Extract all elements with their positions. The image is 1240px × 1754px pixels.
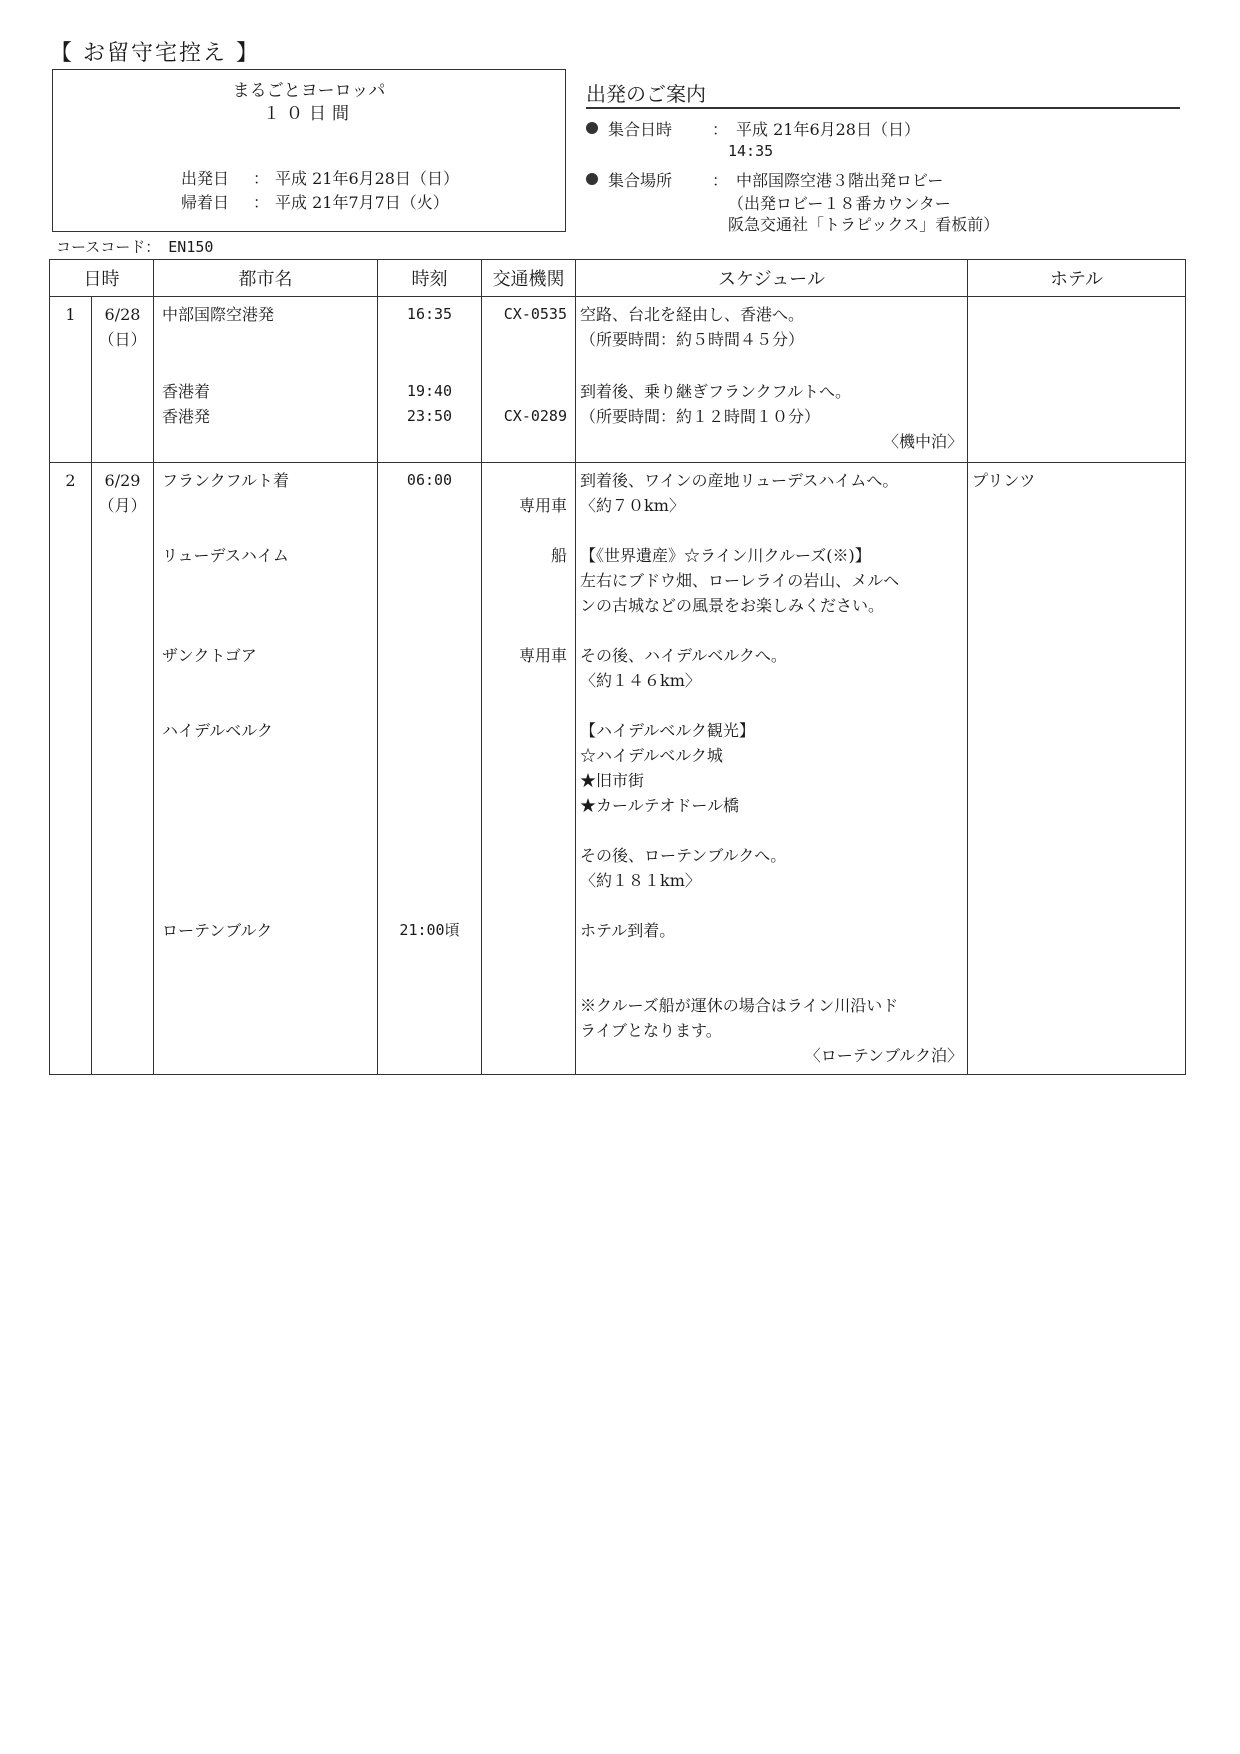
- time-value: 06:00: [406, 471, 453, 489]
- time-value: 16:35: [406, 305, 453, 323]
- overnight-stay: 〈ローテンブルク泊〉: [804, 1046, 963, 1065]
- city-name: ハイデルベルク: [162, 721, 273, 740]
- day-date-cell: [92, 297, 154, 463]
- day-date: 6/29: [104, 471, 141, 490]
- transport-mode: 専用車: [518, 496, 567, 515]
- schedule-text: 【ハイデルベルク観光】: [580, 721, 755, 740]
- schedule-text: ライブとなります。: [580, 1021, 722, 1040]
- departure-date-line: 出発日 ： 平成 21年6月28日（日）: [181, 166, 459, 189]
- time-cell: [378, 297, 482, 463]
- meet-place-label: 集合場所: [608, 171, 673, 190]
- day-date: 6/28: [104, 305, 141, 324]
- schedule-text: 左右にブドウ畑、ローレライの岩山、メルヘ: [580, 571, 900, 590]
- course-code-value: EN150: [168, 238, 214, 256]
- return-date: 平成 21年7月7日（火）: [275, 193, 449, 212]
- schedule-text: 到着後、乗り継ぎフランクフルトへ。: [580, 382, 852, 401]
- schedule-text: ンの古城などの風景をお楽しみください。: [580, 596, 885, 615]
- day-number-cell: [50, 297, 92, 463]
- return-label: 帰着日: [181, 193, 230, 212]
- meet-date: 平成 21年6月28日（日）: [736, 120, 920, 139]
- hotel-cell: [968, 463, 1186, 1075]
- departure-date: 平成 21年6月28日（日）: [275, 169, 459, 188]
- departure-label: 出発日: [181, 169, 230, 188]
- meet-place-detail1: （出発ロビー１８番カウンター: [728, 194, 951, 213]
- return-date-line: 帰着日 ： 平成 21年7月7日（火）: [181, 190, 449, 213]
- page-title: 【 お留守宅控え 】: [50, 41, 260, 66]
- city-name: 中部国際空港発: [162, 305, 275, 324]
- schedule-text: 【《世界遺産》☆ライン川クルーズ(※)】: [580, 546, 871, 565]
- meet-time-row: 集合日時 ： 平成 21年6月28日（日）: [586, 117, 920, 140]
- schedule-text: ☆ハイデルベルク城: [580, 746, 723, 765]
- city-cell: [154, 463, 378, 1075]
- city-cell: [154, 297, 378, 463]
- day-number-cell: [50, 463, 92, 1075]
- schedule-text: 到着後、ワインの産地リューデスハイムへ。: [580, 471, 899, 490]
- city-name: 香港発: [162, 407, 211, 426]
- schedule-text: 〈約１４６km〉: [580, 671, 701, 690]
- schedule-text: 〈約７０km〉: [580, 496, 685, 515]
- transport-mode: 船: [550, 546, 567, 565]
- schedule-text: ※クルーズ船が運休の場合はライン川沿いド: [580, 996, 899, 1015]
- time-value: 23:50: [406, 407, 453, 425]
- hotel-cell: [968, 297, 1186, 463]
- schedule-text: 〈約１８１km〉: [580, 871, 701, 890]
- time-cell: [378, 463, 482, 1075]
- course-code-label: コースコード：: [56, 238, 161, 256]
- table-row: [50, 463, 1186, 1075]
- bullet-icon: [586, 173, 598, 185]
- hotel-name: プリンツ: [972, 471, 1036, 490]
- meet-place-detail2: 阪急交通社「トラピックス」看板前）: [728, 215, 1000, 234]
- transport-mode: 専用車: [518, 646, 567, 665]
- day-weekday: （月）: [98, 496, 147, 515]
- tour-info-box: [52, 69, 566, 232]
- time-value: 19:40: [406, 382, 453, 400]
- meet-place: 中部国際空港３階出発ロビー: [736, 171, 944, 190]
- schedule-text: ホテル到着。: [580, 921, 676, 940]
- transport-cell: [482, 297, 576, 463]
- meet-time: 14:35: [728, 142, 774, 160]
- flight-number: CX-0535: [503, 305, 567, 323]
- schedule-text: その後、ローテンブルクへ。: [580, 846, 787, 865]
- departure-info-divider: [586, 107, 1180, 109]
- header-date: 日時: [50, 260, 154, 297]
- header-city: 都市名: [154, 260, 378, 297]
- city-name: 香港着: [162, 382, 211, 401]
- day-number: 2: [65, 471, 76, 490]
- schedule-text: 空路、台北を経由し、香港へ。: [580, 305, 805, 324]
- transport-cell: [482, 463, 576, 1075]
- tour-duration: １０日間: [263, 104, 355, 124]
- bullet-icon: [586, 122, 598, 134]
- overnight-stay: 〈機中泊〉: [882, 432, 963, 451]
- schedule-cell: [576, 297, 968, 463]
- departure-info-title: 出発のご案内: [586, 82, 706, 106]
- day-date-cell: [92, 463, 154, 1075]
- city-name: リューデスハイム: [162, 546, 289, 565]
- schedule-text: ★カールテオドール橋: [580, 796, 740, 815]
- schedule-text: （所要時間：約１２時間１０分）: [580, 407, 821, 426]
- header-schedule: スケジュール: [576, 260, 968, 297]
- table-row: [50, 297, 1186, 463]
- tour-name: まるごとヨーロッパ: [232, 81, 386, 101]
- schedule-text: （所要時間：約５時間４５分）: [580, 330, 805, 349]
- day-number: 1: [65, 305, 76, 324]
- city-name: フランクフルト着: [162, 471, 290, 490]
- city-name: ローテンブルク: [162, 921, 273, 940]
- time-value: 21:00頃: [399, 921, 460, 939]
- course-code: [56, 236, 221, 257]
- day-weekday: （日）: [98, 330, 147, 349]
- header-time: 時刻: [378, 260, 482, 297]
- city-name: ザンクトゴア: [162, 646, 257, 665]
- schedule-text: その後、ハイデルベルクへ。: [580, 646, 787, 665]
- schedule-text: ★旧市街: [580, 771, 645, 790]
- table-header-row: [50, 260, 1186, 297]
- schedule-cell: [576, 463, 968, 1075]
- itinerary-table: [49, 259, 1186, 1075]
- meet-place-row: 集合場所 ： 中部国際空港３階出発ロビー: [586, 168, 943, 191]
- meet-time-label: 集合日時: [608, 120, 673, 139]
- header-transport: 交通機関: [482, 260, 576, 297]
- flight-number: CX-0289: [503, 407, 567, 425]
- header-hotel: ホテル: [968, 260, 1186, 297]
